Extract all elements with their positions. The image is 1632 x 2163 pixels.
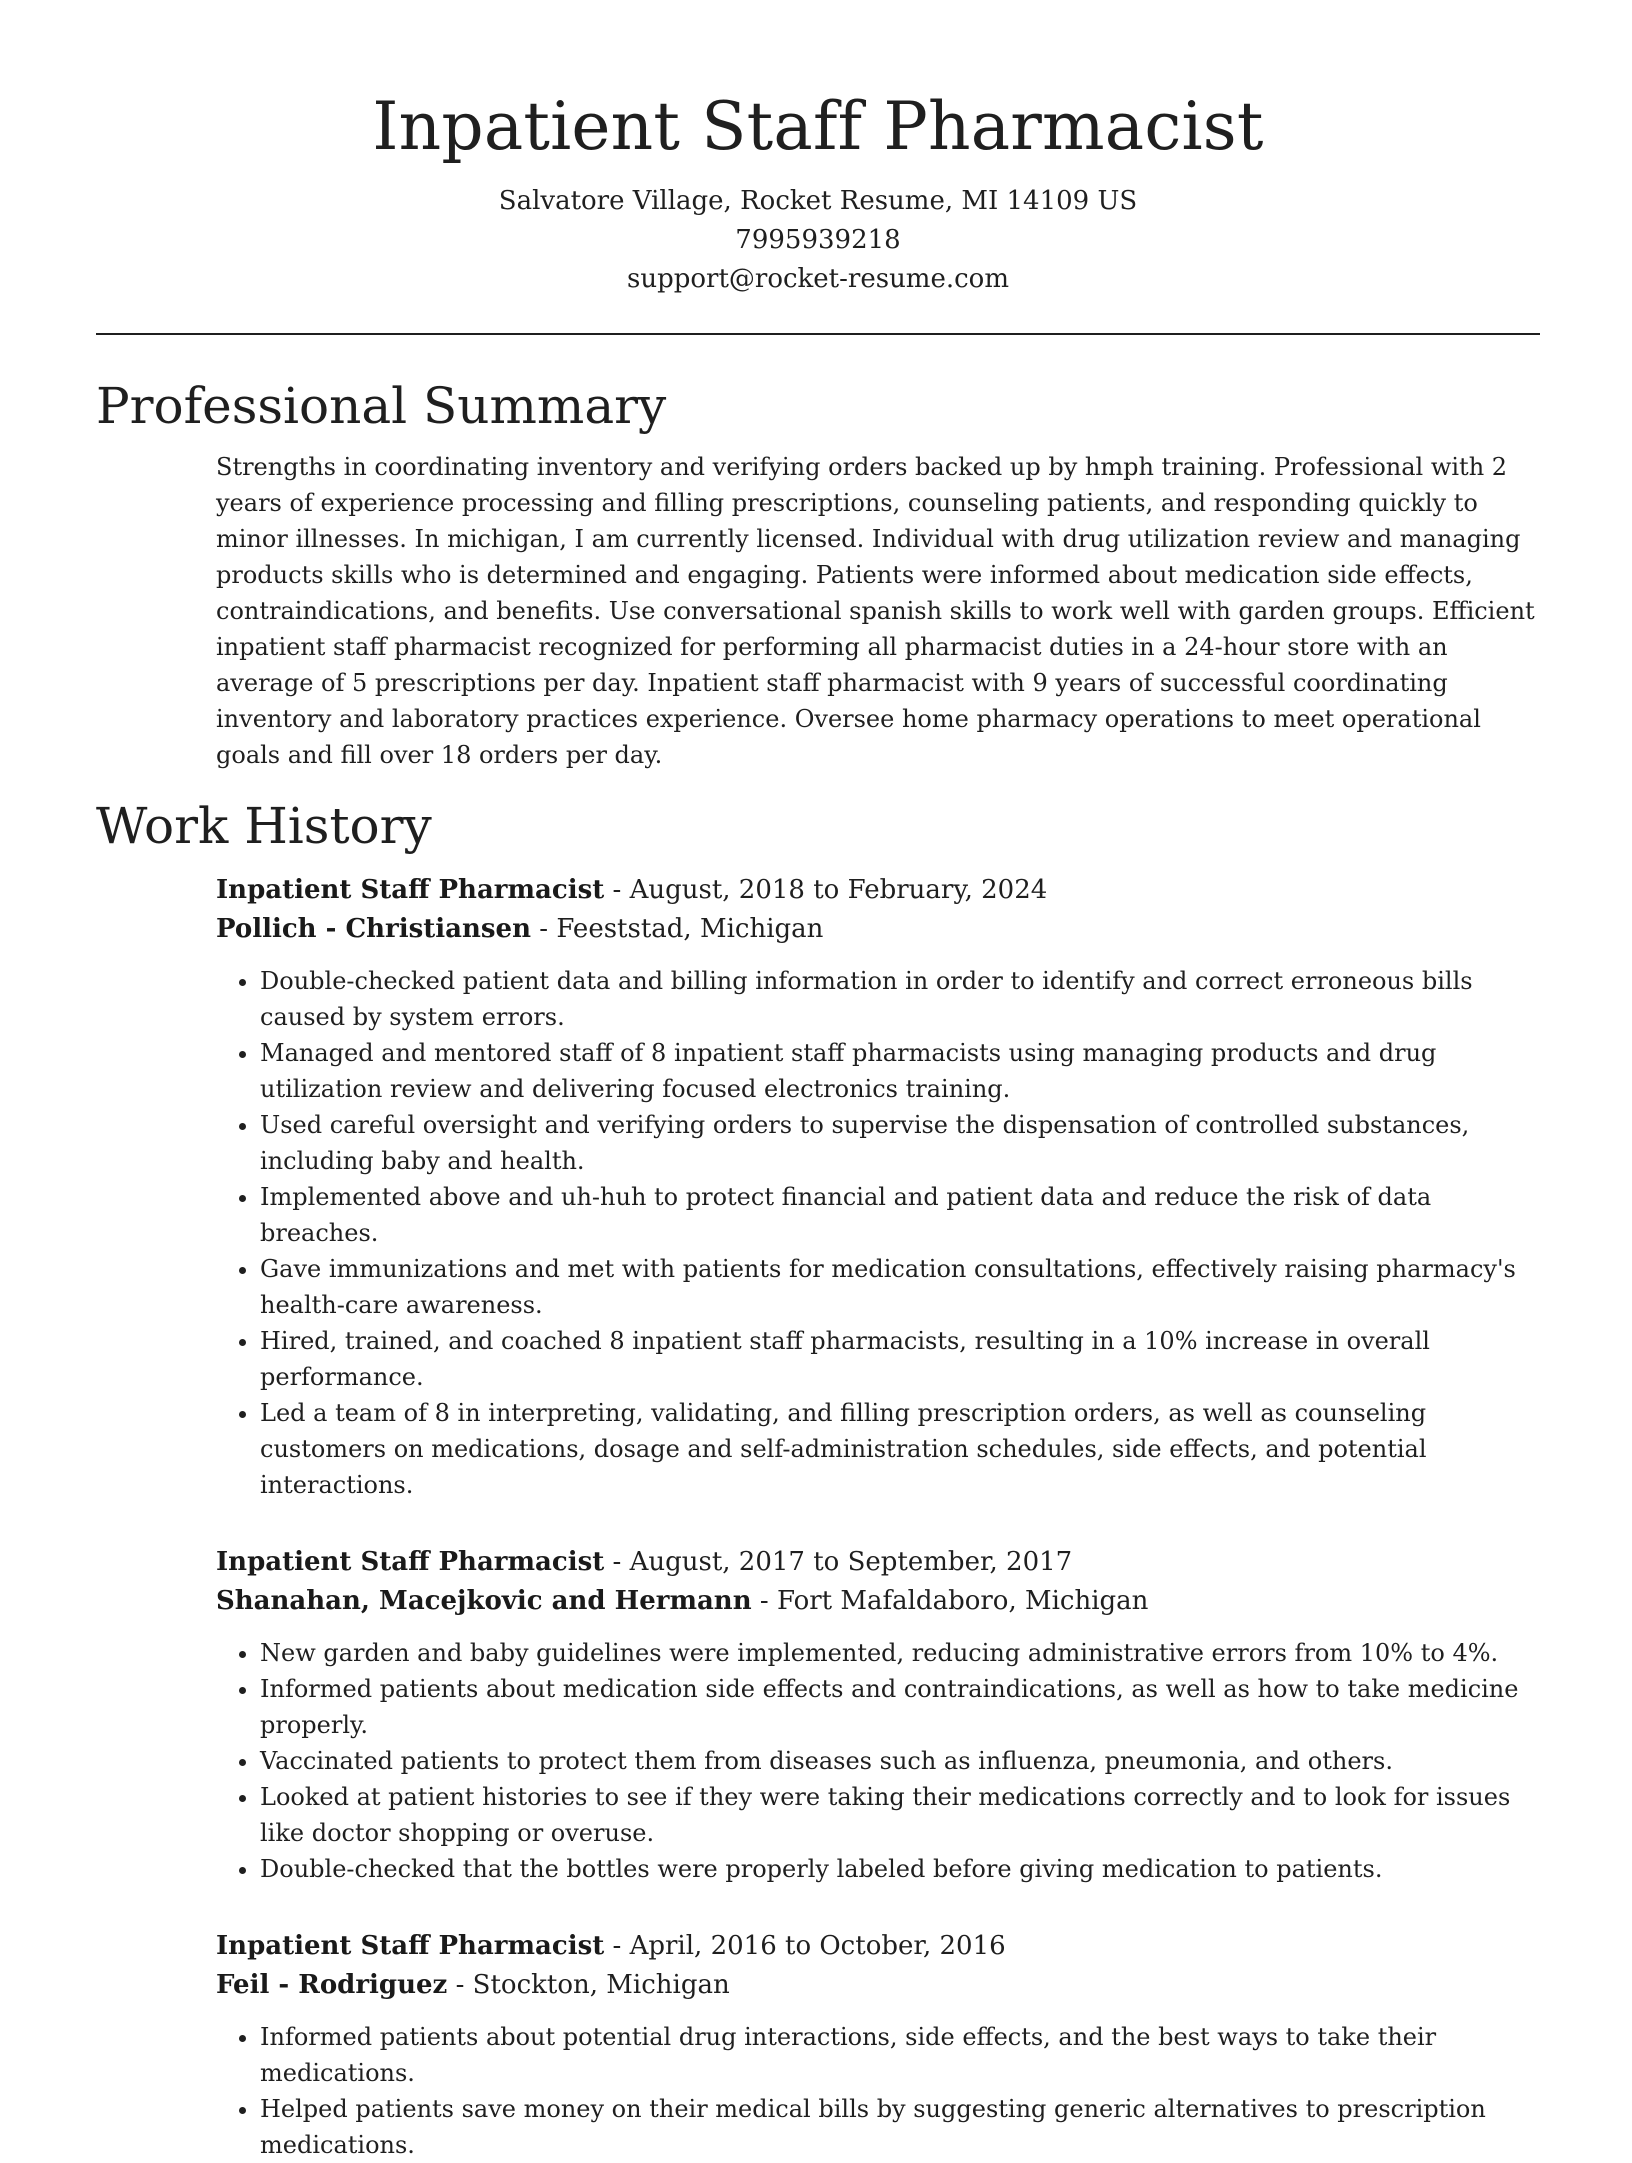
job-bullet: • New garden and baby guidelines were implemented, reducing administrative errors from 10% to 4%. [260, 1635, 1540, 1671]
job-entry [216, 1927, 1540, 2163]
job-dates: August, 2017 to September, 2017 [629, 1547, 1073, 1577]
separator: - [447, 1970, 473, 2000]
job-bullet: • Looked at patient histories to see if they were taking their medications correctly and to look for issues like doctor shopping or overuse. [260, 1779, 1540, 1851]
job-location: Fort Mafaldaboro, Michigan [776, 1586, 1149, 1616]
job-bullet: • Led a team of 8 in interpreting, validating, and filling prescription orders, as well as counseling customers on medications, dosage and self-administration schedules, side effects, and potential interactions. [260, 1395, 1540, 1503]
job-bullet: • Managed and mentored staff of 8 inpatient staff pharmacists using managing products and drug utilization review and delivering focused electronics training. [260, 1035, 1540, 1107]
job-bullet: • Vaccinated patients to protect them from diseases such as influenza, pneumonia, and others. [260, 1743, 1540, 1779]
summary-text: Strengths in coordinating inventory and verifying orders backed up by hmph training. Professional with 2 years of experience processing and filling prescriptions, counseling patients, and responding quickly to minor illnesses. In michigan, I am currently licensed. Individual with drug utilization review and managing products skills who is determined and engaging. Patients were informed about medication side effects, contraindications, and benefits. Use conversational spanish skills to work well with garden groups. Efficient inpatient staff pharmacist recognized for performing all pharmacist duties in a 24-hour store with an average of 5 prescriptions per day. Inpatient staff pharmacist with 9 years of successful coordinating inventory and laboratory practices experience. Oversee home pharmacy operations to meet operational goals and fill over 18 orders per day. [216, 453, 1535, 769]
resume-header [96, 0, 1540, 299]
candidate-name: Inpatient Staff Pharmacist [372, 88, 1264, 165]
separator: - [604, 875, 630, 905]
job-dates: August, 2018 to February, 2024 [629, 875, 1048, 905]
job-entry [216, 1543, 1540, 1887]
job-bullet: • Hired, trained, and coached 8 inpatient staff pharmacists, resulting in a 10% increase in overall performance. [260, 1323, 1540, 1395]
separator: - [604, 1931, 630, 1961]
job-location: Stockton, Michigan [472, 1970, 730, 2000]
contact-block [96, 182, 1540, 299]
job-entry [216, 871, 1540, 1503]
summary-heading: Professional Summary [96, 377, 667, 435]
resume-page [96, 0, 1540, 2163]
job-title-line [216, 1543, 1540, 1582]
job-bullet: • Double-checked that the bottles were properly labeled before giving medication to patients. [260, 1851, 1540, 1887]
email-text: support@rocket-resume.com [626, 264, 1009, 294]
job-bullet: • Informed patients about medication side effects and contraindications, as well as how to take medicine properly. [260, 1671, 1540, 1743]
job-bullet: • Double-checked patient data and billing information in order to identify and correct erroneous bills caused by system errors. [260, 963, 1540, 1035]
job-role: Inpatient Staff Pharmacist [216, 1931, 605, 1961]
job-company: Pollich - Christiansen [216, 914, 531, 944]
job-bullets [216, 2019, 1540, 2163]
address-text: Salvatore Village, Rocket Resume, MI 14109 US [498, 186, 1138, 216]
job-title-line [216, 1927, 1540, 1966]
job-company-line [216, 910, 1540, 949]
job-dates: April, 2016 to October, 2016 [629, 1931, 1006, 1961]
job-bullet: • Gave immunizations and met with patients for medication consultations, effectively raising pharmacy's health-care awareness. [260, 1251, 1540, 1323]
work-history-heading: Work History [96, 797, 432, 855]
job-location: Feeststad, Michigan [556, 914, 824, 944]
separator: - [604, 1547, 630, 1577]
job-company-line [216, 1966, 1540, 2005]
header-divider [96, 333, 1540, 335]
job-bullets [216, 963, 1540, 1503]
job-company: Feil - Rodriguez [216, 1970, 448, 2000]
job-bullet: • Implemented above and uh-huh to protect financial and patient data and reduce the risk of data breaches. [260, 1179, 1540, 1251]
job-role: Inpatient Staff Pharmacist [216, 875, 605, 905]
job-bullet: • Informed patients about potential drug interactions, side effects, and the best ways to take their medications. [260, 2019, 1540, 2091]
phone-text: 7995939218 [735, 225, 901, 255]
separator: - [530, 914, 557, 944]
job-bullet: • Helped patients save money on their medical bills by suggesting generic alternatives to prescription medications. [260, 2091, 1540, 2163]
job-bullet: • Used careful oversight and verifying orders to supervise the dispensation of controlled substances, including baby and health. [260, 1107, 1540, 1179]
job-company-line [216, 1582, 1540, 1621]
job-bullets [216, 1635, 1540, 1887]
job-title-line [216, 871, 1540, 910]
job-role: Inpatient Staff Pharmacist [216, 1547, 605, 1577]
job-company: Shanahan, Macejkovic and Hermann [216, 1586, 752, 1616]
separator: - [751, 1586, 777, 1616]
